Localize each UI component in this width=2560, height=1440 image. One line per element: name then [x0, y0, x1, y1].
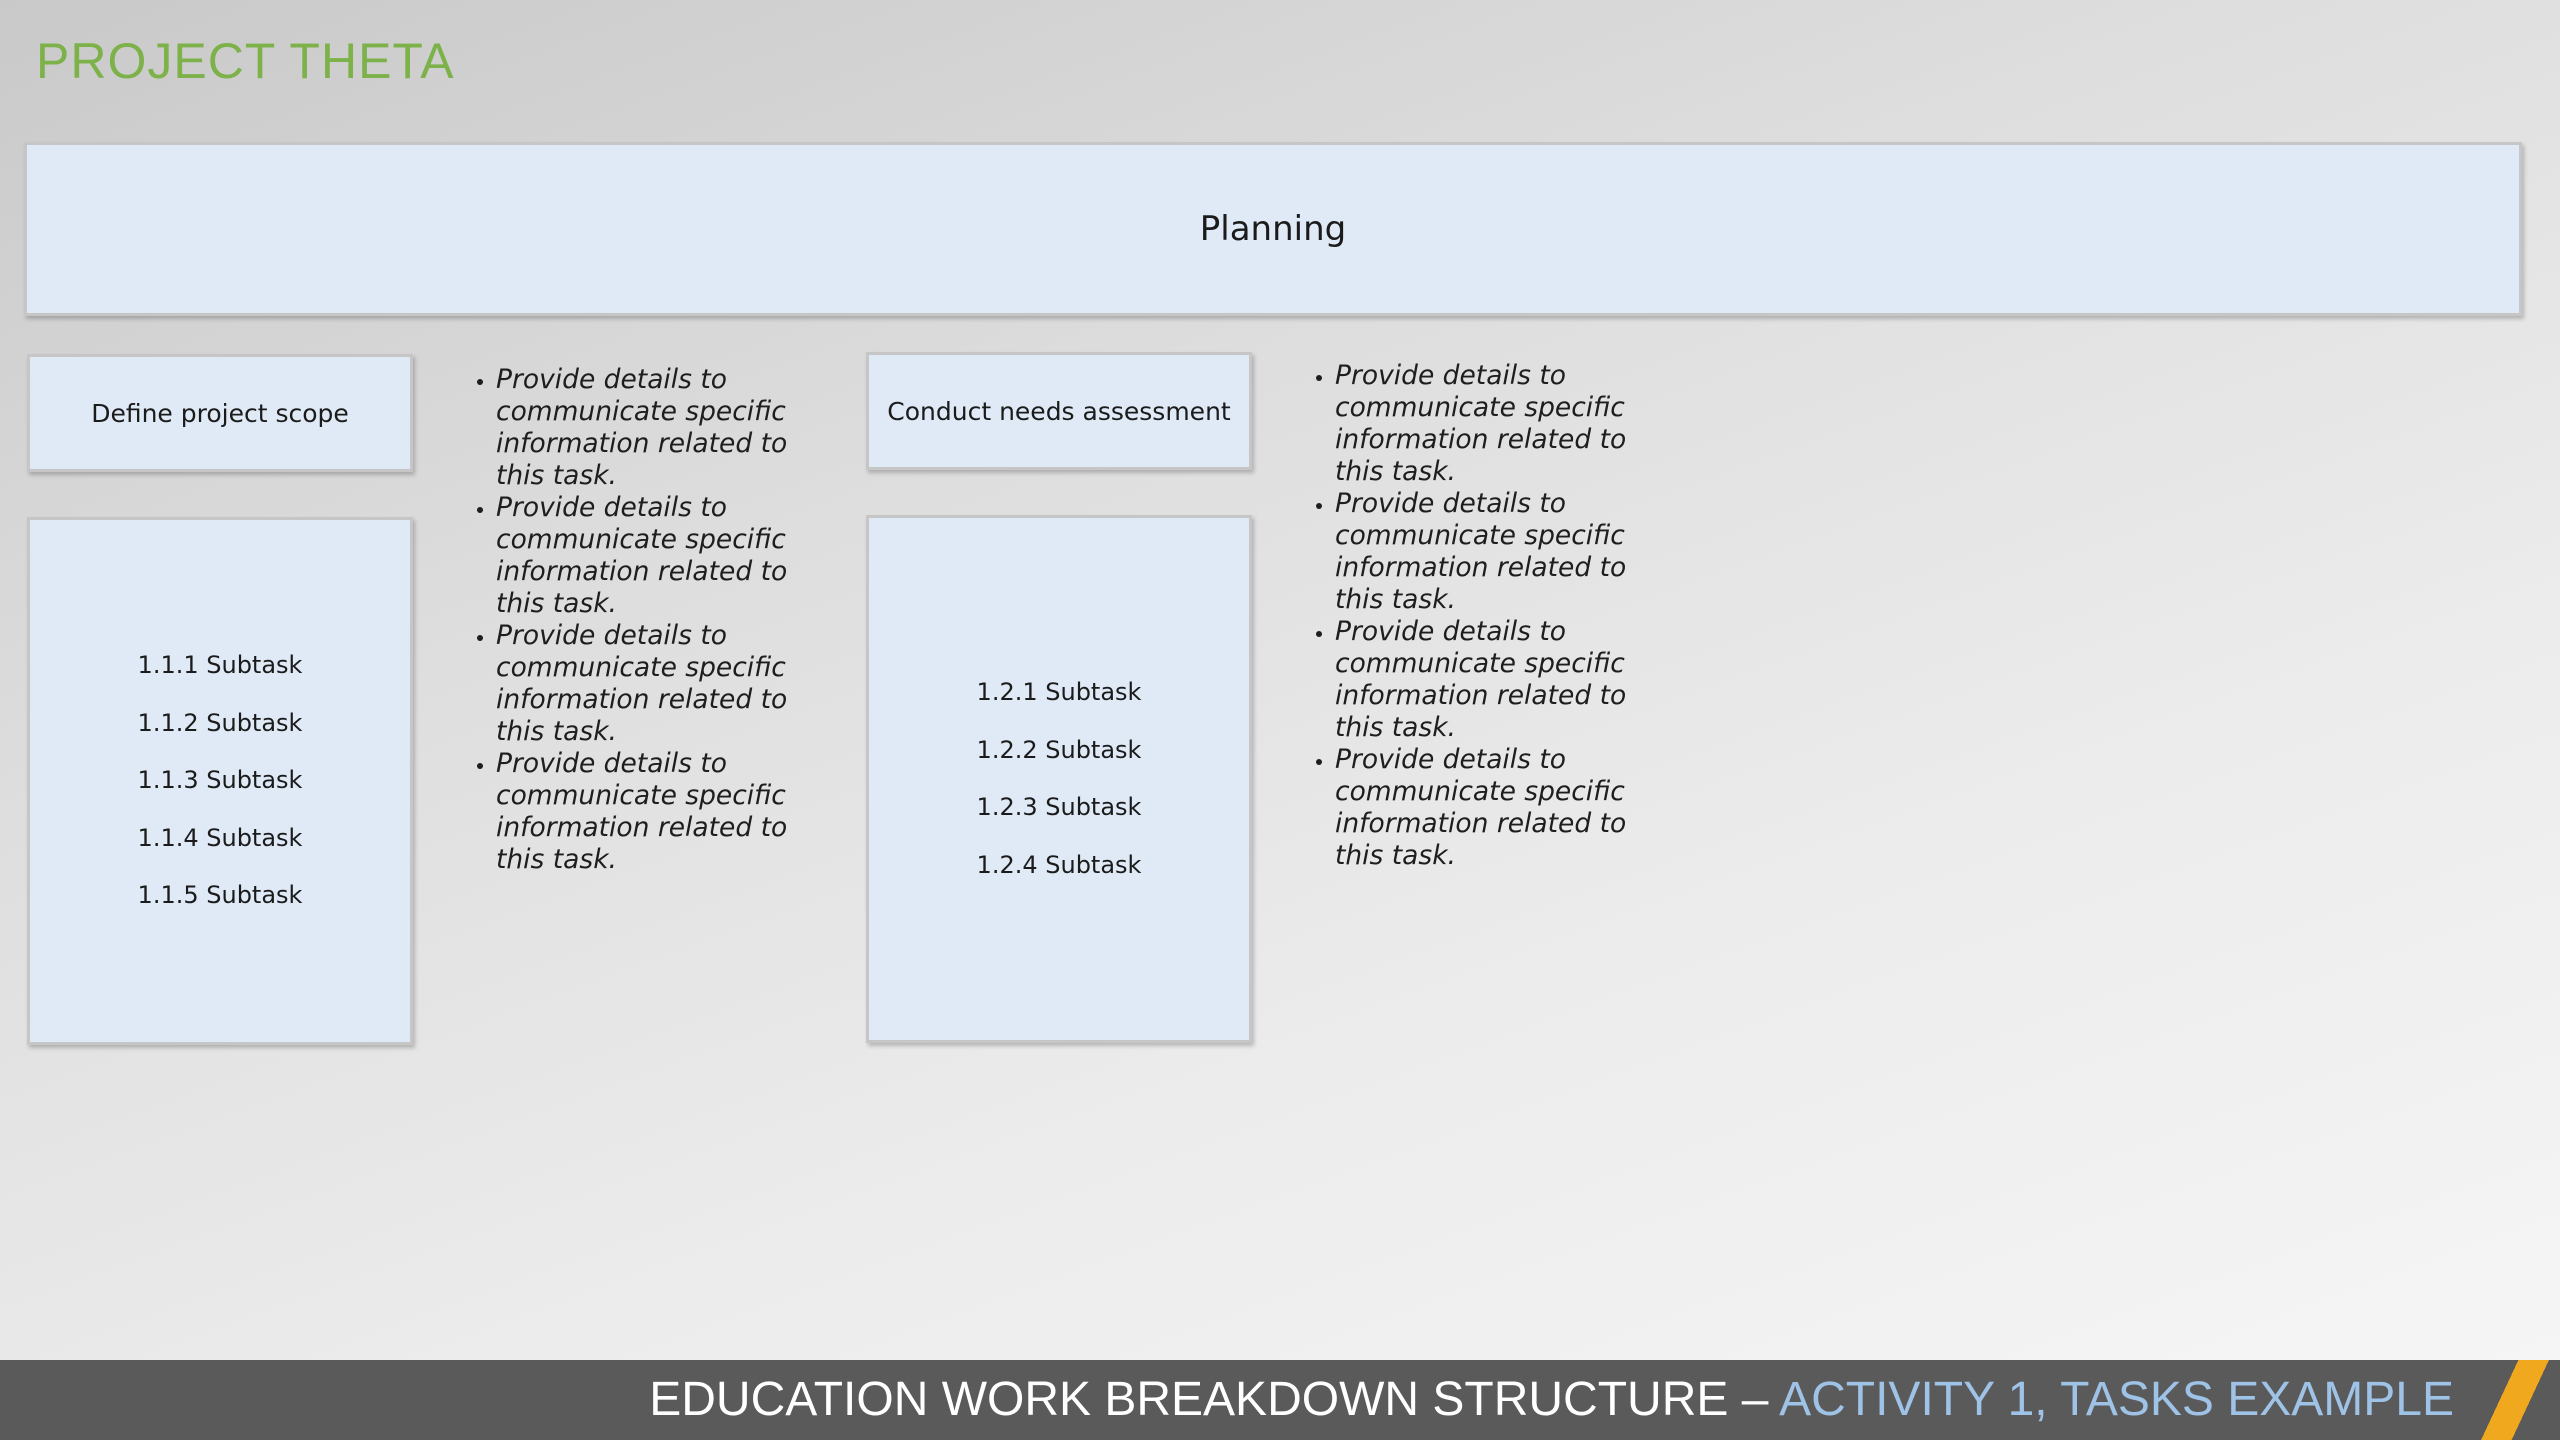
- footer-bar: [0, 1360, 2560, 1440]
- footer-title-main: EDUCATION WORK BREAKDOWN STRUCTURE –: [649, 1373, 1780, 1426]
- task-details-list-2: [1299, 360, 1655, 872]
- task-details-list-1: [460, 364, 816, 876]
- task-box-define-project-scope: [27, 354, 413, 472]
- detail-bullet: • Provide details to communicate specific information related to this task.: [496, 364, 816, 492]
- page-title: PROJECT THETA: [36, 33, 455, 89]
- subtask-item: 1.2.3 Subtask: [976, 793, 1142, 821]
- subtask-item: 1.1.1 Subtask: [137, 651, 303, 680]
- detail-bullet: • Provide details to communicate specific information related to this task.: [1335, 744, 1655, 872]
- subtask-box-1-1: [27, 517, 413, 1045]
- subtask-item: 1.1.4 Subtask: [137, 823, 303, 852]
- accent-stripe: [2470, 1360, 2560, 1440]
- footer-title: [649, 1372, 2454, 1427]
- detail-bullet: • Provide details to communicate specific information related to this task.: [496, 748, 816, 876]
- detail-bullet: • Provide details to communicate specific information related to this task.: [496, 492, 816, 620]
- footer-title-accent: ACTIVITY 1, TASKS EXAMPLE: [1779, 1373, 2454, 1426]
- detail-bullet: • Provide details to communicate specific information related to this task.: [1335, 360, 1655, 488]
- subtask-item: 1.2.4 Subtask: [976, 850, 1142, 879]
- subtask-item: 1.2.1 Subtask: [976, 678, 1142, 706]
- subtask-item: 1.1.2 Subtask: [137, 708, 303, 737]
- task-label: Define project scope: [91, 398, 349, 428]
- detail-bullet: • Provide details to communicate specific information related to this task.: [496, 620, 816, 748]
- task-box-conduct-needs-assessment: [866, 352, 1252, 470]
- subtask-box-1-2: [866, 515, 1252, 1043]
- subtask-item: 1.1.5 Subtask: [137, 881, 303, 910]
- detail-bullet: • Provide details to communicate specific information related to this task.: [1335, 616, 1655, 744]
- subtask-item: 1.2.2 Subtask: [976, 735, 1142, 764]
- task-label: Conduct needs assessment: [887, 396, 1231, 426]
- planning-label: Planning: [1199, 209, 1347, 249]
- subtask-item: 1.1.3 Subtask: [137, 766, 303, 795]
- planning-box: [24, 142, 2522, 316]
- detail-bullet: • Provide details to communicate specific information related to this task.: [1335, 488, 1655, 616]
